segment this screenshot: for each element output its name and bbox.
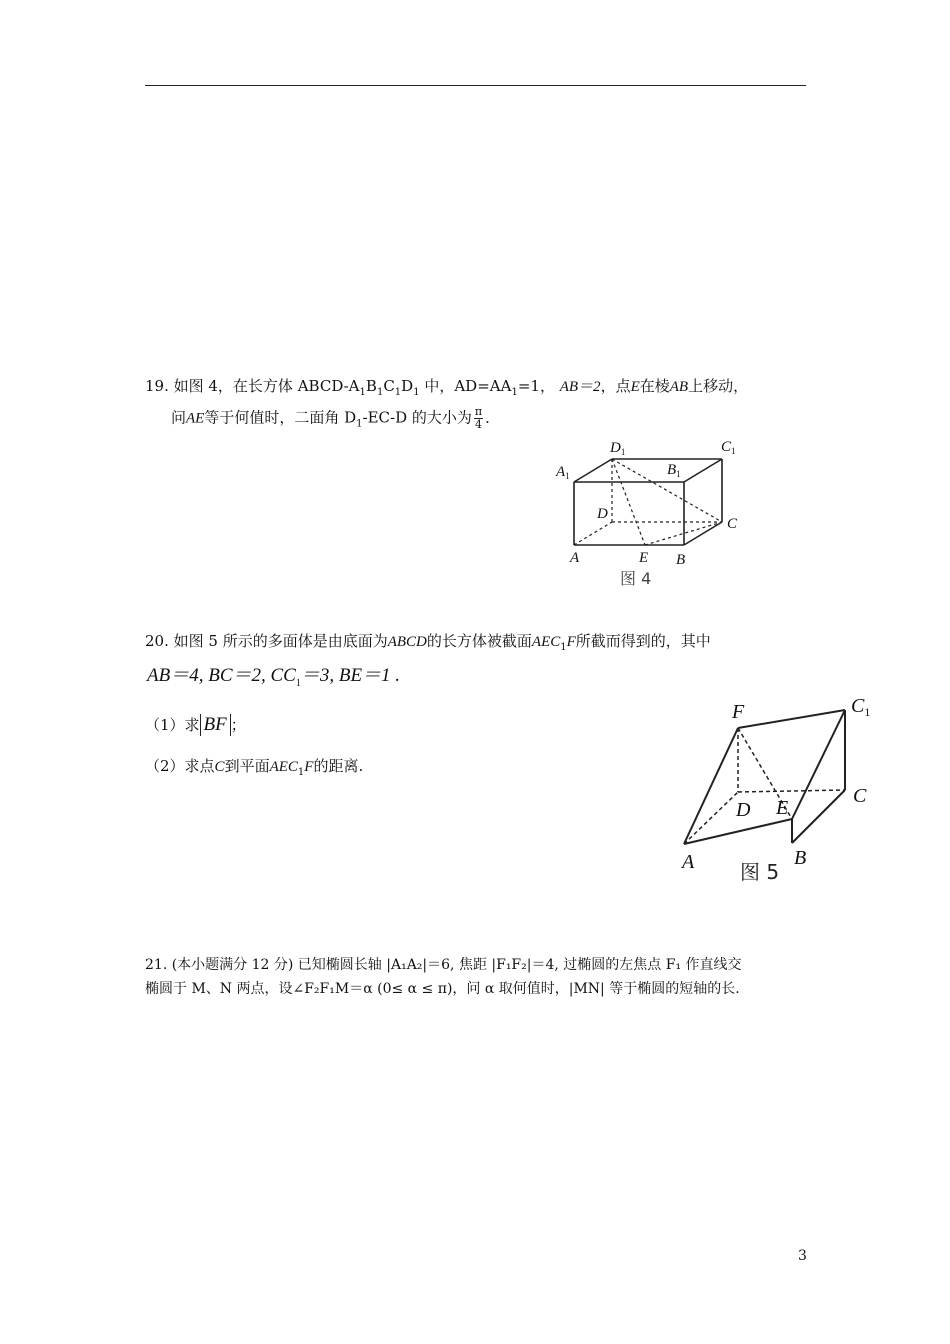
label-c: C [853, 785, 867, 807]
q20-part-1: （1）求 BF ； [145, 714, 246, 735]
q20-given: AB＝4, BC＝2, $CC_1=3$, BE＝1 . [147, 665, 401, 689]
label-a1: $A_1$ [556, 464, 570, 481]
label-c1: $C_1$ [721, 439, 736, 456]
label-e: E [639, 550, 649, 566]
figure-4-caption: 图 4 [620, 569, 652, 588]
label-a: A [682, 851, 695, 873]
q20-line-1: 20. 如图 5 所示的多面体是由底面为ABCD的长方体被截面$AEC_1F$所截而得到的，其中 [145, 632, 711, 653]
label-d1: $D_1$ [610, 440, 626, 457]
q19-line-2: 问AE等于何值时，二面角 $D_1-EC-D$ 的大小为 $\frac{\pi}{4}$ ． [171, 405, 501, 431]
q19-line-1: 19. 如图 4，在长方体 ABCD-$A_1B_1C_1D_1$ 中，$AD=AA_1=1$， AB＝2，点E在棱AB上移动， [145, 377, 749, 398]
figure-4-cuboid [550, 432, 750, 592]
pi-over-4-fraction: $\frac{\pi}{4}$ [474, 405, 483, 431]
label-f: F [732, 701, 745, 723]
label-a: A [570, 550, 580, 566]
label-d: D [736, 799, 751, 821]
label-b: B [794, 847, 807, 869]
label-b: B [676, 552, 686, 568]
page-number: 3 [798, 1248, 807, 1264]
q21-line-2: 椭圆于 M、N 两点，设∠F₂F₁M＝α (0≤ α ≤ π)，问 α 取何值时，|MN| 等于椭圆的短轴的长. [145, 981, 740, 997]
header-rule [145, 85, 806, 86]
figure-5-polyhedron [670, 688, 885, 888]
q21-line-1: 21. (本小题满分 12 分) 已知椭圆长轴 |A₁A₂|＝6, 焦距 |F₁F₂|＝4, 过椭圆的左焦点 F₁ 作直线交 [145, 957, 742, 973]
q20-part-2: （2）求点C到平面$AEC_1F$的距离. [145, 757, 364, 778]
label-e: E [776, 797, 789, 819]
label-c1: $C_1$ [851, 695, 871, 719]
figure-5-caption: 图 5 [740, 860, 780, 884]
label-d: D [597, 506, 608, 522]
label-c: C [727, 516, 738, 532]
label-b1: $B_1$ [667, 462, 681, 479]
